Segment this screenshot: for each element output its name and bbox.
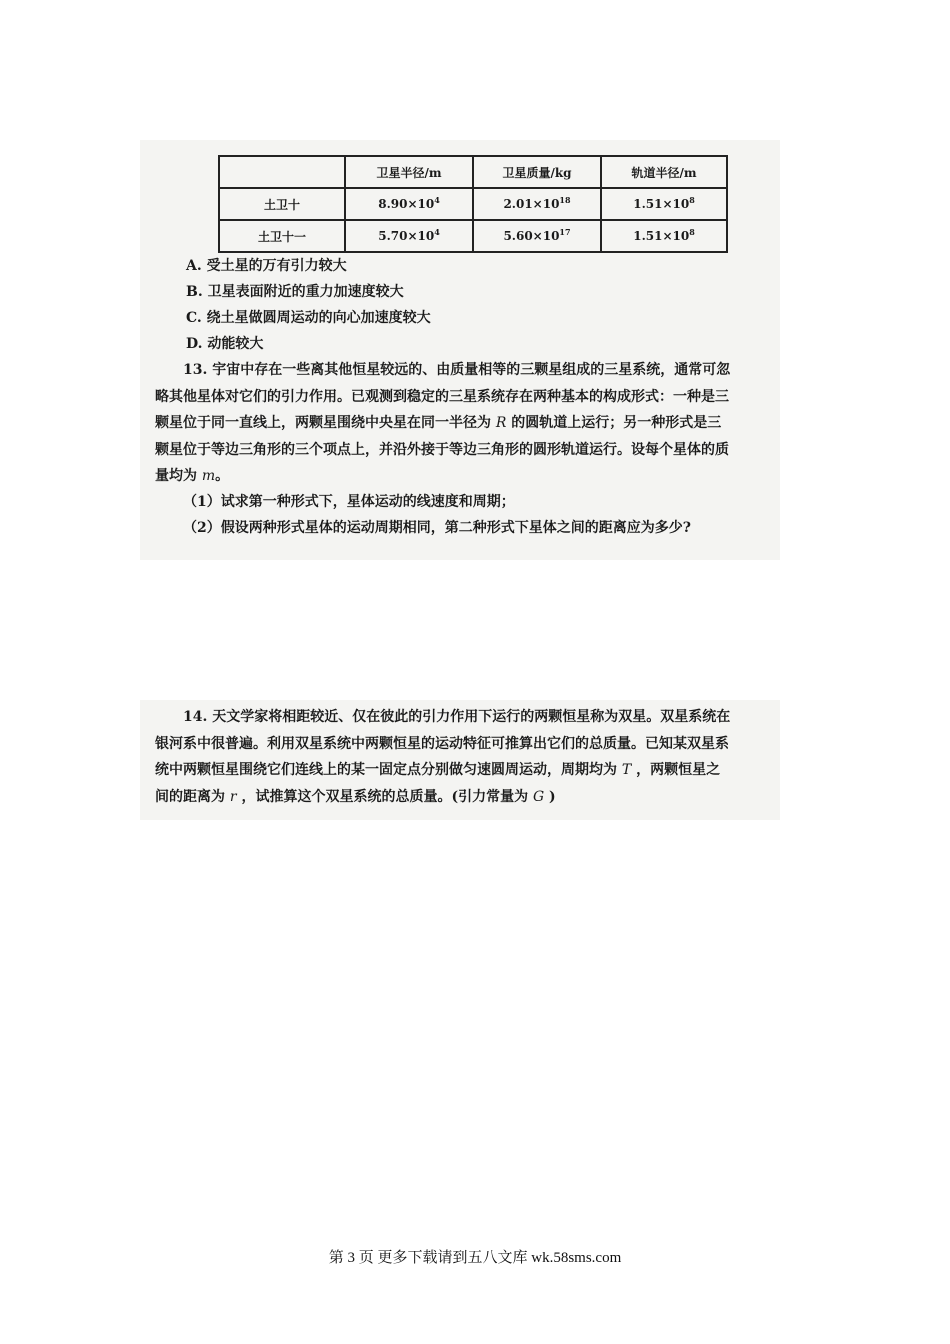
question-13 [155,357,780,490]
table-row [219,188,727,220]
page-footer: 第 3 页 更多下载请到五八文库 wk.58sms.com [328,1250,622,1266]
q13-subquestion-2: （2）假设两种形式星体的运动周期相同，第二种形式下星体之间的距离应为多少? [183,520,691,536]
q13-line: 略其他星体对它们的引力作用。已观测到稳定的三星系统存在两种基本的构成形式：一种是三 [155,388,729,405]
option-d: D. 动能较大 [186,336,264,352]
satellite-table [218,155,728,253]
satellite-mass: $5.60\times 10^{17}$ [473,220,601,252]
q13-line: 量均为 m。 [155,468,230,484]
table-header-row [219,156,727,188]
q13-line: 颗星位于等边三角形的三个项点上，并沿外接于等边三角形的圆形轨道运行。设每个星体的质 [155,441,729,458]
table-header-cell: 轨道半径/m [601,156,727,188]
table-header-cell: 卫星半径/m [345,156,473,188]
q13-subquestion-1: （1）试求第一种形式下，星体运动的线速度和周期； [183,494,515,510]
satellite-name: 土卫十 [219,188,345,220]
q13-line: 颗星位于同一直线上，两颗星围绕中央星在同一半径为 R 的圆轨道上运行；另一种形式是三 [155,415,722,431]
orbit-radius: $1.51\times 10^8$ [601,220,727,252]
table-header-cell: 卫星质量/kg [473,156,601,188]
table-row [219,220,727,252]
satellite-mass: $2.01\times 10^{18}$ [473,188,601,220]
satellite-radius: $8.90\times 10^4$ [345,188,473,220]
q14-line: 间的距离为 r ，试推算这个双星系统的总质量。(引力常量为 G ) [155,788,556,805]
q13-line: 13. 宇宙中存在一些离其他恒星较远的、由质量相等的三颗星组成的三星系统，通常可忽 [183,362,731,378]
option-c: C. 绕土星做圆周运动的向心加速度较大 [186,310,431,326]
satellite-name: 土卫十一 [219,220,345,252]
option-a: A. 受土星的万有引力较大 [186,258,347,274]
table-header-cell [219,156,345,188]
orbit-radius: $1.51\times 10^8$ [601,188,727,220]
q14-line: 14. 天文学家将相距较近、仅在彼此的引力作用下运行的两颗恒星称为双星。双星系统在 [183,709,731,725]
q14-line: 统中两颗恒星围绕它们连线上的某一固定点分别做匀速圆周运动，周期均为 T ，两颗恒星之 [155,762,721,778]
q14-line: 银河系中很普遍。利用双星系统中两颗恒星的运动特征可推算出它们的总质量。已知某双星系 [155,735,729,752]
satellite-radius: $5.70\times 10^4$ [345,220,473,252]
option-b: B. 卫星表面附近的重力加速度较大 [186,284,404,300]
question-14 [155,704,780,810]
